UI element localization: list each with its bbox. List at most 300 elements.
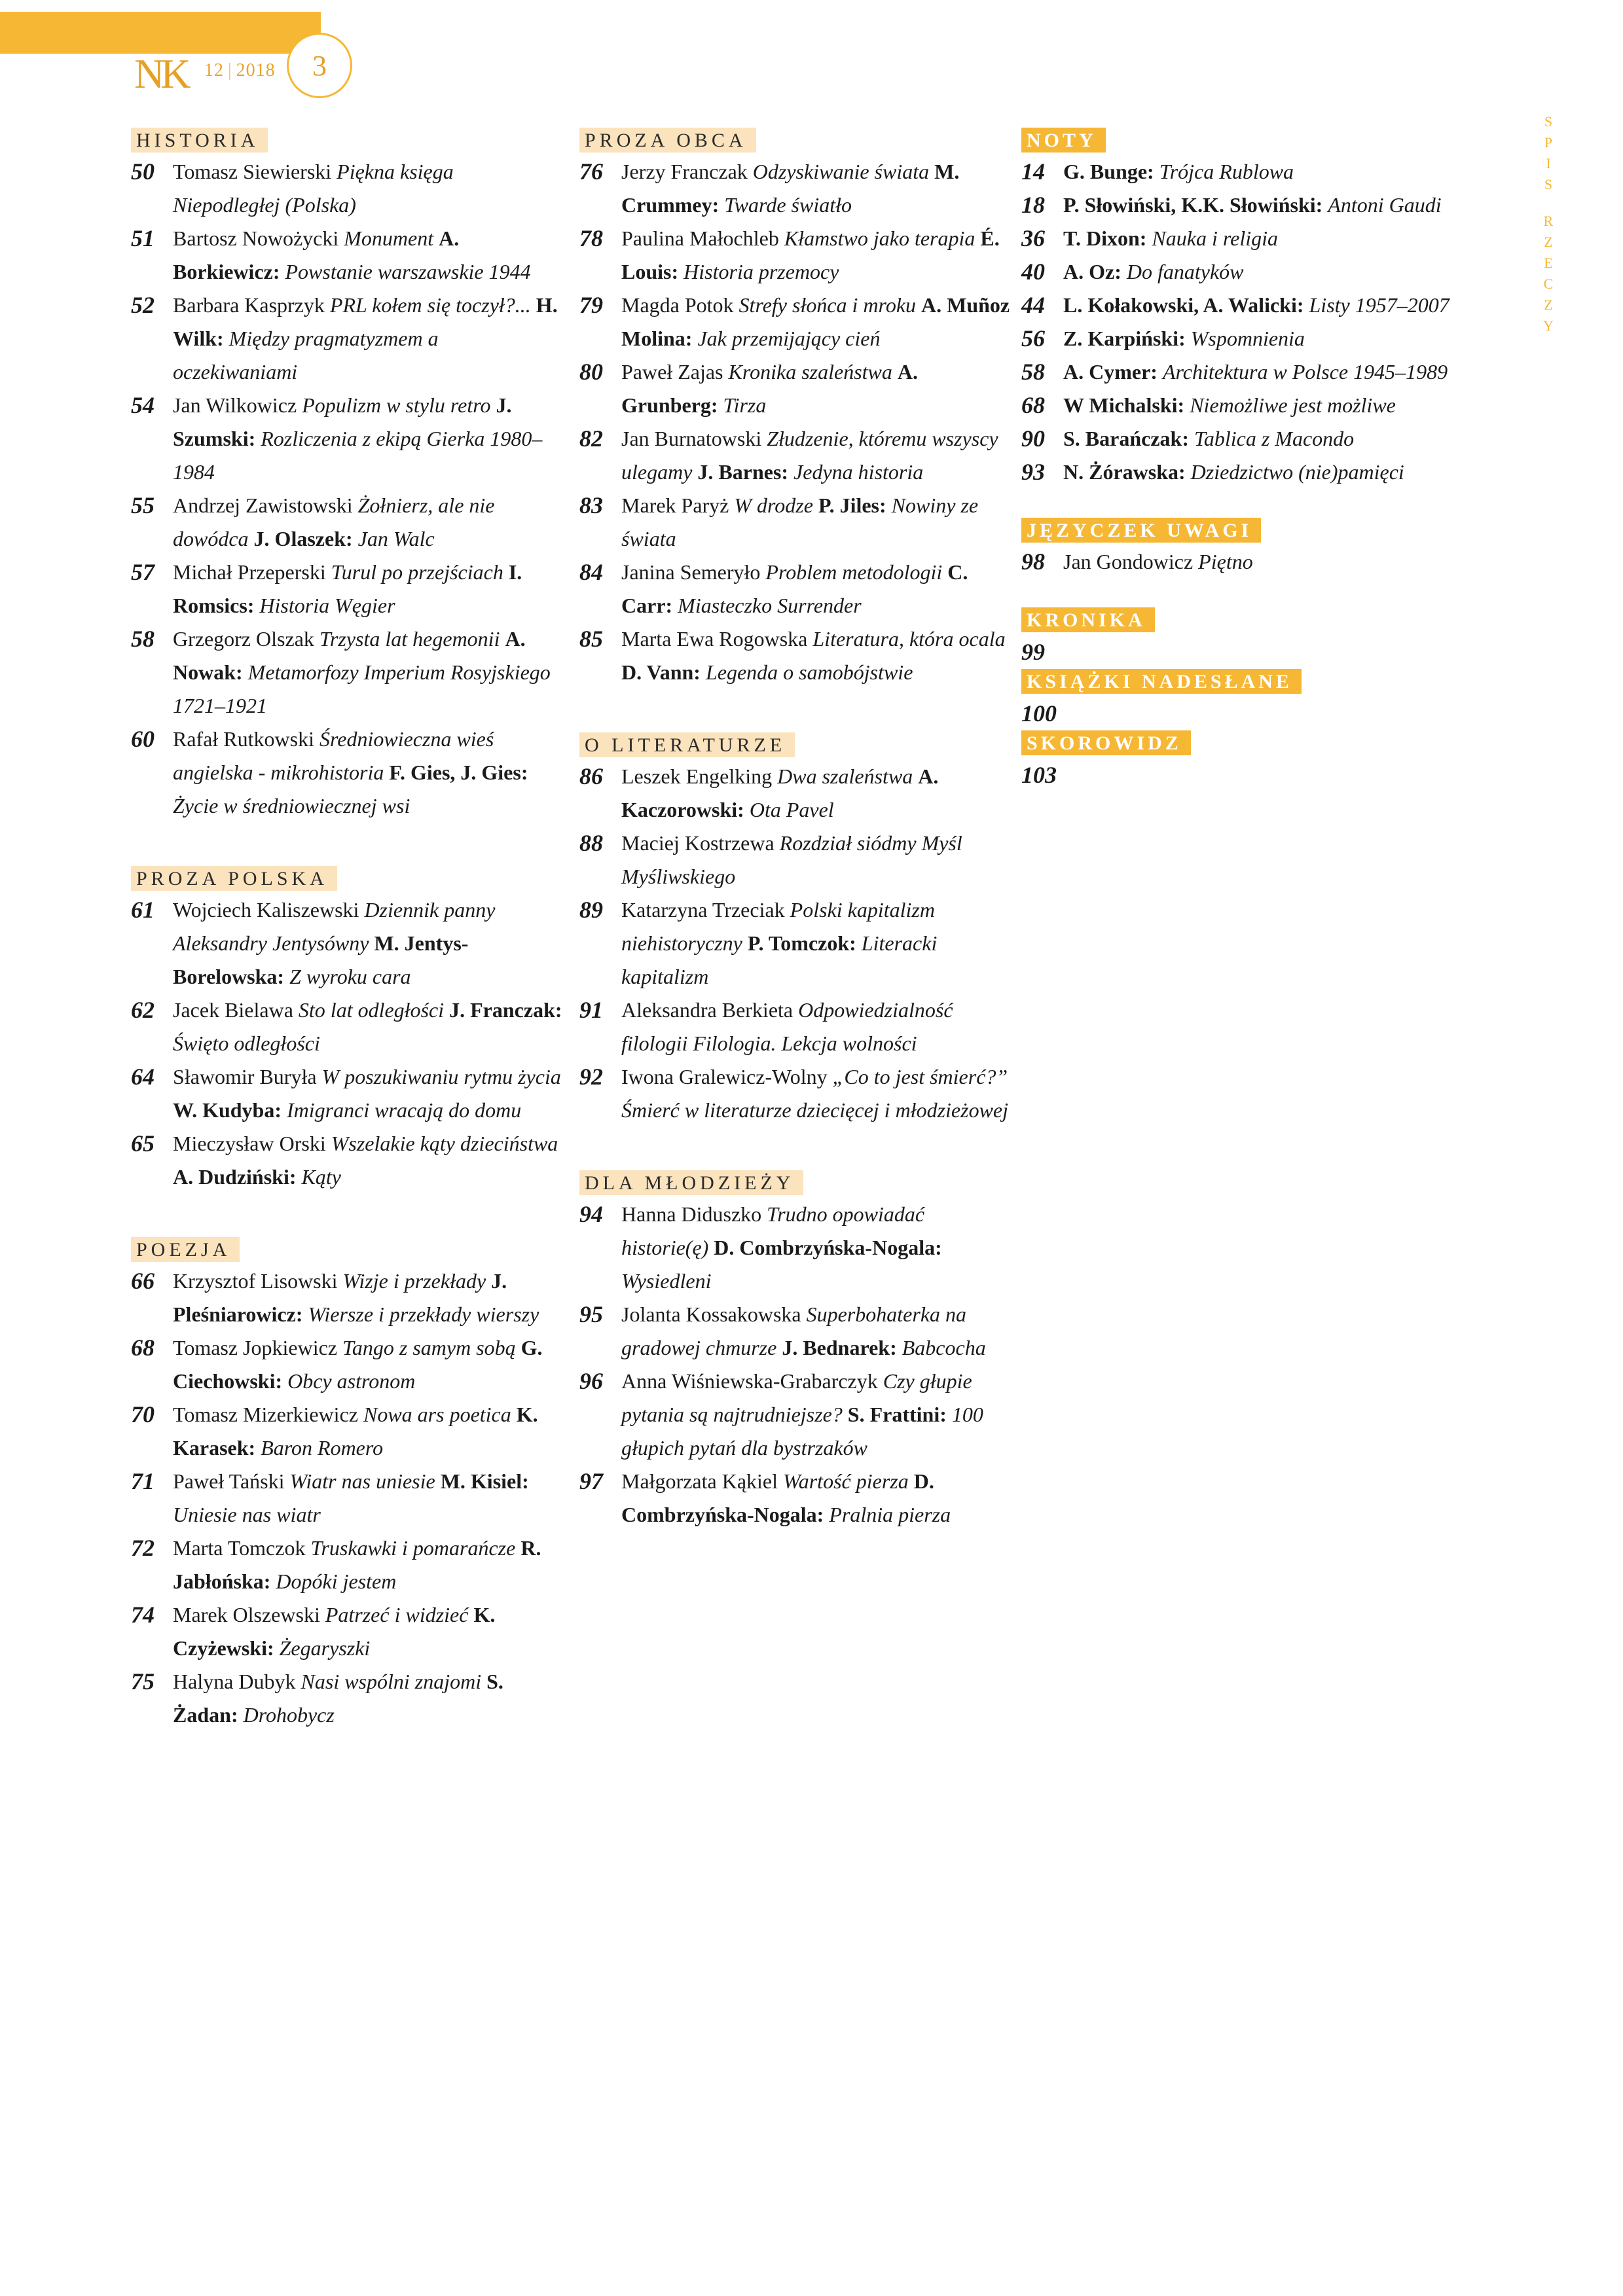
entry-page-number: 36 xyxy=(1021,225,1045,251)
entry-title: Dwa szaleństwa xyxy=(777,764,913,788)
entry-author: Sławomir Buryła xyxy=(173,1065,317,1088)
toc-entry[interactable] xyxy=(1021,422,1480,456)
entry-author: Barbara Kasprzyk xyxy=(173,293,325,317)
entry-page-number: 54 xyxy=(131,392,155,418)
entry-text xyxy=(173,1398,563,1465)
reviewed-author: A. Cymer: xyxy=(1063,360,1158,384)
reviewed-author: R. Jabłońska: xyxy=(173,1536,541,1593)
reviewed-author: I. Romsics: xyxy=(173,560,522,617)
top-accent-bar xyxy=(0,12,321,54)
section-języczek-uwagi xyxy=(1021,518,1480,579)
reviewed-author: S. Żadan: xyxy=(173,1670,503,1727)
entry-title: Odpowiedzialność filologii xyxy=(621,998,953,1055)
reviewed-author: T. Dixon: xyxy=(1063,226,1147,250)
entry-text xyxy=(1063,389,1480,422)
entry-author: Tomasz Mizerkiewicz xyxy=(173,1403,358,1426)
entry-text xyxy=(1063,456,1480,489)
toc-entry[interactable] xyxy=(1021,222,1480,255)
toc-entry[interactable] xyxy=(579,827,1012,893)
reviewed-title: Baron Romero xyxy=(261,1436,384,1460)
reviewed-author: C. Carr: xyxy=(621,560,968,617)
section-książki-nadesłane xyxy=(1021,669,1480,730)
reviewed-author: A. Dudziński: xyxy=(173,1165,297,1189)
entry-page-number: 79 xyxy=(579,292,603,318)
section-kronika xyxy=(1021,607,1480,669)
entry-author: Rafał Rutkowski xyxy=(173,727,314,751)
entry-author: Bartosz Nowożycki xyxy=(173,226,339,250)
toc-entry[interactable] xyxy=(131,1598,563,1665)
entry-text xyxy=(173,723,563,823)
toc-entry[interactable] xyxy=(1021,188,1480,222)
column-left xyxy=(131,128,563,1775)
section-poezja xyxy=(131,1237,563,1732)
entry-author: Grzegorz Olszak xyxy=(173,627,314,651)
entry-page-number: 94 xyxy=(579,1201,603,1227)
toc-entry[interactable] xyxy=(131,1465,563,1532)
section-page-number[interactable]: 100 xyxy=(1021,700,1057,726)
entry-author: Michał Przeperski xyxy=(173,560,326,584)
entry-text xyxy=(621,222,1012,289)
svg-text:NK: NK xyxy=(134,51,187,97)
section-page-number[interactable]: 99 xyxy=(1021,639,1045,665)
entry-author: Halyna Dubyk xyxy=(173,1670,296,1693)
entry-text xyxy=(1063,289,1480,322)
reviewed-author: P. Tomczok: xyxy=(747,931,856,955)
entry-text xyxy=(621,289,1012,355)
reviewed-title: Tirza xyxy=(723,393,767,417)
side-label-glyphs: S P I S R Z E C Z Y xyxy=(1543,113,1554,334)
entry-page-number: 93 xyxy=(1021,459,1045,485)
entry-page-number: 92 xyxy=(579,1064,603,1090)
entry-text xyxy=(621,1060,1012,1127)
toc-entry[interactable] xyxy=(131,489,563,556)
toc-entry[interactable] xyxy=(579,893,1012,994)
entry-author: Jacek Bielawa xyxy=(173,998,293,1022)
section-heading: SKOROWIDZ xyxy=(1021,730,1191,755)
toc-entry[interactable] xyxy=(579,422,1012,489)
toc-entry[interactable] xyxy=(579,355,1012,422)
entry-author: Jerzy Franczak xyxy=(621,160,748,183)
entry-page-number: 80 xyxy=(579,359,603,385)
entry-page-number: 74 xyxy=(131,1602,155,1628)
entry-text xyxy=(173,622,563,723)
reviewed-title: Historia przemocy xyxy=(684,260,839,283)
entry-author: Tomasz Siewierski xyxy=(173,160,332,183)
entry-title: Turul po przejściach xyxy=(331,560,503,584)
entry-page-number: 72 xyxy=(131,1535,155,1561)
reviewed-title: Pralnia pierza xyxy=(829,1503,951,1526)
toc-entry[interactable] xyxy=(131,1398,563,1465)
entry-page-number: 98 xyxy=(1021,548,1045,575)
entry-text xyxy=(173,556,563,622)
reviewed-title: Filologia. Lekcja wolności xyxy=(693,1031,917,1055)
section-page-number[interactable]: 103 xyxy=(1021,762,1057,788)
reviewed-title: Tablica z Macondo xyxy=(1194,427,1355,450)
reviewed-author: D. Combrzyńska-Nogala: xyxy=(714,1236,942,1259)
entry-title: Wartość pierza xyxy=(783,1469,909,1493)
entry-author: Marek Olszewski xyxy=(173,1603,320,1626)
entry-title: Średniowieczna wieś angielska - mikrohistoria xyxy=(173,727,494,784)
entry-page-number: 58 xyxy=(131,626,155,652)
reviewed-author: W Michalski: xyxy=(1063,393,1185,417)
reviewed-title: Dziedzictwo (nie)pamięci xyxy=(1190,460,1404,484)
reviewed-title: Wiersze i przekłady wierszy xyxy=(308,1302,539,1326)
entry-page-number: 68 xyxy=(131,1335,155,1361)
toc-entry[interactable] xyxy=(579,222,1012,289)
entry-title: Trzysta lat hegemonii xyxy=(319,627,500,651)
entry-text xyxy=(1063,545,1480,579)
entry-text xyxy=(173,1665,563,1732)
entry-page-number: 84 xyxy=(579,559,603,585)
reviewed-author: K. Czyżewski: xyxy=(173,1603,496,1660)
entry-text xyxy=(621,760,1012,827)
reviewed-author: G. Bunge: xyxy=(1063,160,1154,183)
toc-entry[interactable] xyxy=(579,1198,1012,1298)
toc-entry[interactable] xyxy=(131,622,563,723)
entry-author: Anna Wiśniewska-Grabarczyk xyxy=(621,1369,878,1393)
entry-title: W poszukiwaniu rytmu życia xyxy=(321,1065,561,1088)
entry-text xyxy=(173,389,563,489)
reviewed-title: Jak przemijający cień xyxy=(697,327,881,350)
toc-entry[interactable] xyxy=(579,1365,1012,1465)
reviewed-author: S. Barańczak: xyxy=(1063,427,1189,450)
section-skorowidz xyxy=(1021,730,1480,792)
entry-title: „Co to jest śmierć?” xyxy=(832,1065,1008,1088)
entry-text xyxy=(1063,188,1480,222)
toc-entry[interactable] xyxy=(579,556,1012,622)
entry-title: Piętno xyxy=(1198,550,1253,573)
entry-text xyxy=(173,994,563,1060)
reviewed-title: 100 głupich pytań dla bystrzaków xyxy=(621,1403,983,1460)
reviewed-title: Jan Walc xyxy=(357,527,435,550)
toc-entry[interactable] xyxy=(1021,456,1480,489)
toc-entry[interactable] xyxy=(131,893,563,994)
entry-page-number: 14 xyxy=(1021,158,1045,185)
reviewed-title: Drohobycz xyxy=(243,1703,335,1727)
entry-text xyxy=(621,994,1012,1060)
toc-entry[interactable] xyxy=(1021,355,1480,389)
toc-entry[interactable] xyxy=(131,289,563,389)
reviewed-title: Imigranci wracają do domu xyxy=(287,1098,522,1122)
column-right xyxy=(1021,128,1480,792)
toc-entry[interactable] xyxy=(131,723,563,823)
section-heading: POEZJA xyxy=(131,1237,240,1262)
reviewed-author: J. Bednarek: xyxy=(782,1336,897,1359)
entry-text xyxy=(621,1465,1012,1532)
issue-year: 2018 xyxy=(236,60,276,81)
reviewed-author: M. Kisiel: xyxy=(440,1469,529,1493)
entry-text xyxy=(621,622,1012,689)
reviewed-title: Nauka i religia xyxy=(1152,226,1278,250)
entry-text xyxy=(1063,155,1480,188)
entry-page-number: 65 xyxy=(131,1130,155,1157)
toc-entry[interactable] xyxy=(131,1265,563,1331)
entry-page-number: 64 xyxy=(131,1064,155,1090)
reviewed-title: Babcocha xyxy=(902,1336,986,1359)
entry-text xyxy=(173,489,563,556)
entry-page-number: 95 xyxy=(579,1301,603,1327)
reviewed-author: D. Vann: xyxy=(621,660,701,684)
page-number-badge xyxy=(287,33,352,98)
entry-page-number: 18 xyxy=(1021,192,1045,218)
entry-title: W drodze xyxy=(734,493,813,517)
entry-title: Rozdział siódmy xyxy=(779,831,917,855)
toc-entry[interactable] xyxy=(131,222,563,289)
issue-info: 12 | 2018 xyxy=(204,60,276,81)
entry-page-number: 75 xyxy=(131,1668,155,1695)
entry-author: Jan Wilkowicz xyxy=(173,393,297,417)
entry-page-number: 97 xyxy=(579,1468,603,1494)
entry-title: Wszelakie kąty dzieciństwa xyxy=(331,1132,558,1155)
entry-text xyxy=(173,222,563,289)
page-number: 3 xyxy=(312,49,327,82)
entry-text xyxy=(621,1298,1012,1365)
reviewed-author: J. Olaszek: xyxy=(253,527,353,550)
reviewed-author: A. Grunberg: xyxy=(621,360,918,417)
entry-page-number: 78 xyxy=(579,225,603,251)
reviewed-title: Metamorfozy Imperium Rosyjskiego 1721–1921 xyxy=(173,660,551,717)
entry-author: Hanna Diduszko xyxy=(621,1202,762,1226)
entry-page-number: 85 xyxy=(579,626,603,652)
entry-text xyxy=(621,1365,1012,1465)
reviewed-author: G. Ciechowski: xyxy=(173,1336,543,1393)
reviewed-title: Nowiny ze świata xyxy=(621,493,979,550)
toc-entry[interactable] xyxy=(131,1665,563,1732)
toc-entry[interactable] xyxy=(1021,322,1480,355)
toc-entry[interactable] xyxy=(131,155,563,222)
entry-page-number: 66 xyxy=(131,1268,155,1294)
reviewed-title: Życie w średniowiecznej wsi xyxy=(173,794,410,817)
reviewed-author: P. Słowiński, K.K. Słowiński: xyxy=(1063,193,1323,217)
reviewed-author: W. Kudyba: xyxy=(173,1098,282,1122)
reviewed-author: A. Kaczorowski: xyxy=(621,764,939,821)
toc-entry[interactable] xyxy=(579,155,1012,222)
toc-entry[interactable] xyxy=(1021,389,1480,422)
entry-page-number: 68 xyxy=(1021,392,1045,418)
reviewed-author: A. Muñoz Molina: xyxy=(621,293,1010,350)
entry-page-number: 82 xyxy=(579,425,603,452)
reviewed-author: J. Franczak: xyxy=(449,998,562,1022)
toc-entry[interactable] xyxy=(579,1298,1012,1365)
entry-author: Paweł Zajas xyxy=(621,360,723,384)
reviewed-title: Literacki kapitalizm xyxy=(621,931,938,988)
reviewed-author: S. Frattini: xyxy=(847,1403,947,1426)
reviewed-title: Żegaryszki xyxy=(279,1636,371,1660)
entry-text xyxy=(173,289,563,389)
entry-title: Superbohaterka na gradowej chmurze xyxy=(621,1302,967,1359)
section-heading: DLA MŁODZIEŻY xyxy=(579,1170,803,1195)
entry-author: Andrzej Zawistowski xyxy=(173,493,353,517)
section-o-literaturze xyxy=(579,732,1012,1127)
entry-text xyxy=(621,155,1012,222)
issue-number: 12 xyxy=(204,60,224,81)
section-noty xyxy=(1021,128,1480,489)
entry-page-number: 51 xyxy=(131,225,155,251)
toc-entry[interactable] xyxy=(131,1532,563,1598)
entry-author: Paulina Małochleb xyxy=(621,226,779,250)
entry-page-number: 55 xyxy=(131,492,155,518)
reviewed-title: Kąty xyxy=(301,1165,341,1189)
reviewed-author: É. Louis: xyxy=(621,226,1000,283)
section-heading: PROZA POLSKA xyxy=(131,866,337,891)
entry-title: Nasi wspólni znajomi xyxy=(301,1670,482,1693)
reviewed-author: M. Jentys-Borelowska: xyxy=(173,931,469,988)
reviewed-title: Powstanie warszawskie 1944 xyxy=(285,260,531,283)
entry-text xyxy=(1063,255,1480,289)
toc-entry[interactable] xyxy=(579,760,1012,827)
section-heading: PROZA OBCA xyxy=(579,128,756,152)
section-heading: HISTORIA xyxy=(131,128,268,152)
entry-text xyxy=(621,556,1012,622)
entry-text xyxy=(173,1532,563,1598)
section-heading: O LITERATURZE xyxy=(579,732,795,757)
entry-title: Odzyskiwanie świata xyxy=(752,160,930,183)
entry-text xyxy=(621,893,1012,994)
entry-page-number: 44 xyxy=(1021,292,1045,318)
entry-title: Piękna księga Niepodległej (Polska) xyxy=(173,160,454,217)
entry-text xyxy=(173,1465,563,1532)
entry-author: Jan Burnatowski xyxy=(621,427,762,450)
entry-page-number: 91 xyxy=(579,997,603,1023)
entry-page-number: 96 xyxy=(579,1368,603,1394)
toc-entry[interactable] xyxy=(579,1465,1012,1532)
entry-author: Jan Gondowicz xyxy=(1063,550,1194,573)
toc-entry[interactable] xyxy=(131,556,563,622)
section-heading: JĘZYCZEK UWAGI xyxy=(1021,518,1261,543)
toc-entry[interactable] xyxy=(579,1060,1012,1127)
entry-author: Marek Paryż xyxy=(621,493,729,517)
entry-title: Truskawki i pomarańcze xyxy=(310,1536,516,1560)
reviewed-title: Między pragmatyzmem a oczekiwaniami xyxy=(173,327,439,384)
entry-text xyxy=(173,1127,563,1194)
entry-author: Janina Semeryło xyxy=(621,560,761,584)
entry-text xyxy=(1063,222,1480,255)
toc-entry[interactable] xyxy=(131,1127,563,1194)
reviewed-title: Święto odległości xyxy=(173,1031,320,1055)
entry-page-number: 40 xyxy=(1021,259,1045,285)
entry-page-number: 57 xyxy=(131,559,155,585)
reviewed-author: N. Żórawska: xyxy=(1063,460,1186,484)
entry-author: Jolanta Kossakowska xyxy=(621,1302,801,1326)
reviewed-title: Obcy astronom xyxy=(287,1369,416,1393)
entry-text xyxy=(1063,355,1480,389)
entry-page-number: 50 xyxy=(131,158,155,185)
reviewed-author: J. Szumski: xyxy=(173,393,512,450)
entry-page-number: 58 xyxy=(1021,359,1045,385)
entry-author: Leszek Engelking xyxy=(621,764,773,788)
entry-page-number: 83 xyxy=(579,492,603,518)
entry-text xyxy=(621,489,1012,556)
reviewed-title: Wysiedleni xyxy=(621,1269,712,1293)
entry-text xyxy=(1063,322,1480,355)
section-heading: KRONIKA xyxy=(1021,607,1155,632)
toc-entry[interactable] xyxy=(1021,255,1480,289)
section-historia xyxy=(131,128,563,823)
entry-text xyxy=(621,422,1012,489)
entry-title: Strefy słońca i mroku xyxy=(739,293,917,317)
entry-author: Mieczysław Orski xyxy=(173,1132,326,1155)
entry-title: Problem metodologii xyxy=(765,560,943,584)
entry-title: Kronika szaleństwa xyxy=(728,360,892,384)
entry-page-number: 88 xyxy=(579,830,603,856)
toc-entry[interactable] xyxy=(579,289,1012,355)
entry-title: Złudzenie, któremu wszyscy ulegamy xyxy=(621,427,998,484)
toc-entry[interactable] xyxy=(131,389,563,489)
reviewed-title: Z wyroku cara xyxy=(289,965,411,988)
section-heading: NOTY xyxy=(1021,128,1106,152)
toc-entry[interactable] xyxy=(131,1331,563,1398)
entry-title: Patrzeć i widzieć xyxy=(325,1603,469,1626)
reviewed-title: Ota Pavel xyxy=(749,798,834,821)
toc-entry[interactable] xyxy=(131,1060,563,1127)
entry-title: Sto lat odległości xyxy=(298,998,445,1022)
entry-author: Krzysztof Lisowski xyxy=(173,1269,338,1293)
reviewed-author: L. Kołakowski, A. Walicki: xyxy=(1063,293,1304,317)
toc-entry[interactable] xyxy=(579,622,1012,689)
entry-author: Katarzyna Trzeciak xyxy=(621,898,785,922)
reviewed-title: Jedyna historia xyxy=(793,460,924,484)
entry-page-number: 76 xyxy=(579,158,603,185)
reviewed-title: Listy 1957–2007 xyxy=(1309,293,1450,317)
reviewed-title: Myśl Myśliwskiego xyxy=(621,831,962,888)
reviewed-title: Uniesie nas wiatr xyxy=(173,1503,321,1526)
reviewed-author: H. Wilk: xyxy=(173,293,558,350)
reviewed-author: A. Nowak: xyxy=(173,627,526,684)
entry-title: Polski kapitalizm niehistoryczny xyxy=(621,898,935,955)
toc-entry[interactable] xyxy=(579,489,1012,556)
reviewed-author: J. Barnes: xyxy=(697,460,789,484)
toc-entry[interactable] xyxy=(1021,289,1480,322)
entry-title: Czy głupie pytania są najtrudniejsze? xyxy=(621,1369,972,1426)
entry-title: Monument xyxy=(344,226,434,250)
entry-page-number: 70 xyxy=(131,1401,155,1427)
entry-author: Iwona Gralewicz-Wolny xyxy=(621,1065,828,1088)
reviewed-title: Wspomnienia xyxy=(1190,327,1305,350)
entry-page-number: 56 xyxy=(1021,325,1045,351)
entry-title: Wiatr nas uniesie xyxy=(289,1469,435,1493)
entry-text xyxy=(173,155,563,222)
reviewed-title: Trójca Rublowa xyxy=(1159,160,1294,183)
entry-title: Literatura, która ocala xyxy=(812,627,1006,651)
reviewed-author: J. Pleśniarowicz: xyxy=(173,1269,507,1326)
reviewed-author: D. Combrzyńska-Nogala: xyxy=(621,1469,934,1526)
entry-text xyxy=(173,1331,563,1398)
entry-page-number: 86 xyxy=(579,763,603,789)
entry-title: Wizje i przekłady xyxy=(342,1269,486,1293)
entry-text xyxy=(621,1198,1012,1298)
reviewed-title: Antoni Gaudi xyxy=(1328,193,1442,217)
toc-entry[interactable] xyxy=(131,994,563,1060)
entry-author: Tomasz Jopkiewicz xyxy=(173,1336,338,1359)
reviewed-author: Z. Karpiński: xyxy=(1063,327,1186,350)
reviewed-title: Legenda o samobójstwie xyxy=(705,660,913,684)
toc-entry[interactable] xyxy=(579,994,1012,1060)
toc-entry[interactable] xyxy=(1021,155,1480,188)
entry-text xyxy=(173,1265,563,1331)
toc-entry[interactable] xyxy=(1021,545,1480,579)
entry-title: Żołnierz, ale nie dowódca xyxy=(173,493,495,550)
reviewed-title: Miasteczko Surrender xyxy=(678,594,862,617)
reviewed-author: P. Jiles: xyxy=(818,493,886,517)
reviewed-author: A. Oz: xyxy=(1063,260,1122,283)
entry-text xyxy=(1063,422,1480,456)
entry-page-number: 71 xyxy=(131,1468,155,1494)
section-heading: KSIĄŻKI NADESŁANE xyxy=(1021,669,1302,694)
entry-author: Marta Ewa Rogowska xyxy=(621,627,808,651)
entry-author: Paweł Tański xyxy=(173,1469,285,1493)
entry-author: Maciej Kostrzewa xyxy=(621,831,775,855)
reviewed-author: K. Karasek: xyxy=(173,1403,538,1460)
